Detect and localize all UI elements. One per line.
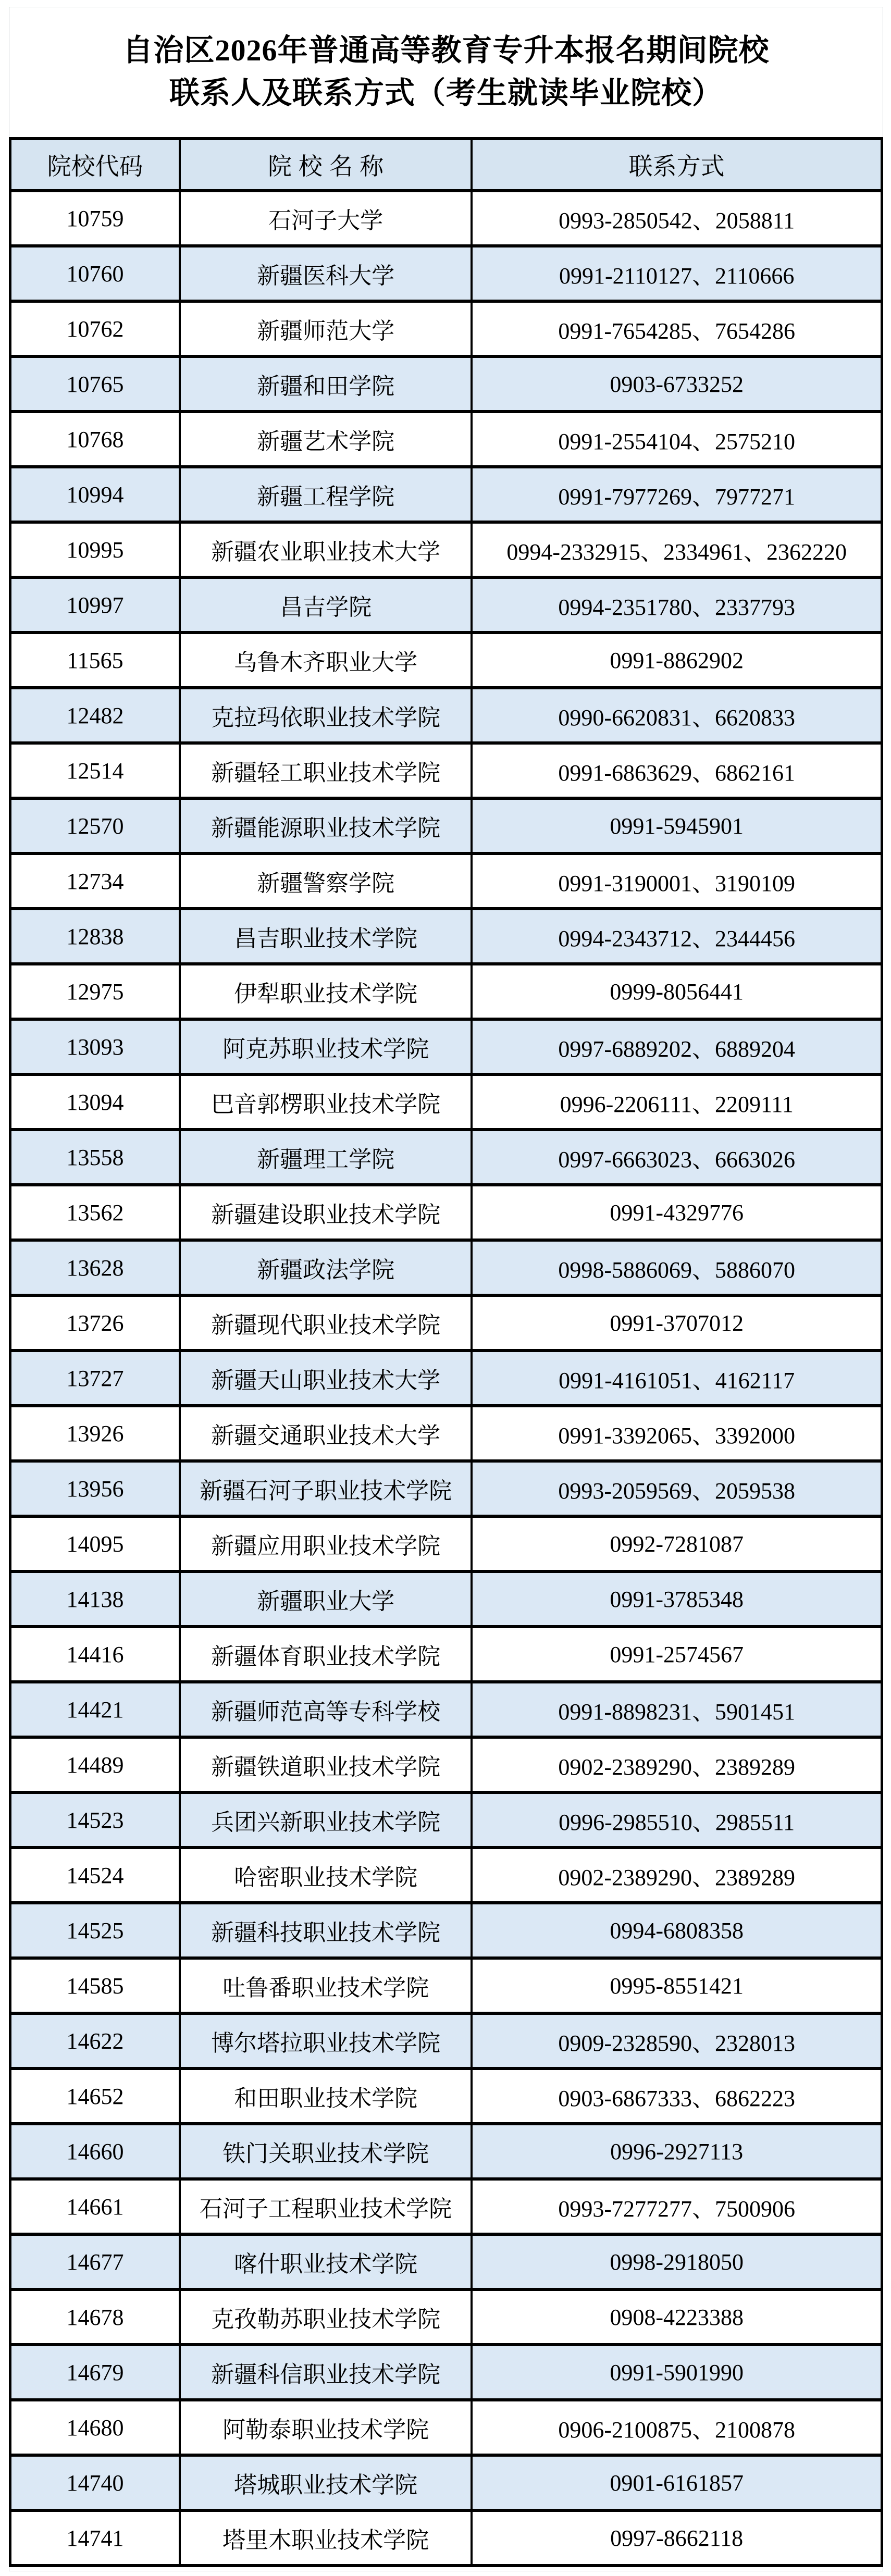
cell-contact-info: 0999-8056441: [472, 964, 882, 1019]
cell-college-code: 14661: [10, 2179, 180, 2234]
cell-college-code: 12975: [10, 964, 180, 1019]
table-row: [10, 412, 882, 467]
cell-college-code: 12514: [10, 743, 180, 798]
cell-college-code: 14680: [10, 2400, 180, 2455]
page-box: [9, 7, 883, 2571]
cell-college-name: 新疆和田学院: [180, 356, 472, 412]
cell-contact-info: 0994-6808358: [472, 1903, 882, 1958]
table-row: [10, 1074, 882, 1130]
cell-college-name: 新疆科信职业技术学院: [180, 2345, 472, 2400]
table-row: [10, 522, 882, 577]
cell-college-name: 博尔塔拉职业技术学院: [180, 2013, 472, 2069]
table-row: [10, 1958, 882, 2013]
cell-contact-info: 0991-5901990: [472, 2345, 882, 2400]
cell-college-code: 14524: [10, 1848, 180, 1903]
cell-college-code: 14489: [10, 1737, 180, 1792]
cell-college-name: 新疆农业职业技术大学: [180, 522, 472, 577]
cell-college-name: 新疆天山职业技术大学: [180, 1351, 472, 1406]
cell-college-code: 10994: [10, 467, 180, 522]
cell-college-code: 13726: [10, 1295, 180, 1351]
table-row: [10, 798, 882, 853]
table-row: [10, 2179, 882, 2234]
cell-college-name: 吐鲁番职业技术学院: [180, 1958, 472, 2013]
cell-college-code: 14678: [10, 2289, 180, 2345]
cell-college-code: 13093: [10, 1019, 180, 1074]
cell-college-code: 14585: [10, 1958, 180, 2013]
cell-college-name: 伊犁职业技术学院: [180, 964, 472, 1019]
table-row: [10, 2124, 882, 2179]
cell-college-name: 新疆现代职业技术学院: [180, 1295, 472, 1351]
cell-contact-info: 0992-7281087: [472, 1516, 882, 1571]
cell-college-code: 14416: [10, 1627, 180, 1682]
cell-college-code: 13628: [10, 1240, 180, 1295]
table-row: [10, 2510, 882, 2566]
cell-contact-info: 0990-6620831、6620833: [472, 688, 882, 743]
table-row: [10, 1571, 882, 1627]
cell-college-name: 和田职业技术学院: [180, 2069, 472, 2124]
cell-contact-info: 0998-2918050: [472, 2234, 882, 2289]
cell-college-name: 新疆能源职业技术学院: [180, 798, 472, 853]
cell-contact-info: 0994-2343712、2344456: [472, 909, 882, 964]
cell-college-name: 新疆警察学院: [180, 853, 472, 909]
cell-college-name: 新疆政法学院: [180, 1240, 472, 1295]
table-row: [10, 688, 882, 743]
cell-college-name: 哈密职业技术学院: [180, 1848, 472, 1903]
cell-contact-info: 0996-2985510、2985511: [472, 1792, 882, 1848]
cell-college-code: 14740: [10, 2455, 180, 2510]
cell-college-code: 10759: [10, 191, 180, 246]
cell-contact-info: 0991-8898231、5901451: [472, 1682, 882, 1737]
cell-contact-info: 0991-4161051、4162117: [472, 1351, 882, 1406]
cell-college-code: 13727: [10, 1351, 180, 1406]
table-header-row: [10, 139, 882, 191]
cell-college-code: 14095: [10, 1516, 180, 1571]
table-row: [10, 1848, 882, 1903]
cell-college-code: 10765: [10, 356, 180, 412]
cell-college-name: 新疆理工学院: [180, 1130, 472, 1185]
cell-college-name: 喀什职业技术学院: [180, 2234, 472, 2289]
table-row: [10, 2345, 882, 2400]
table-row: [10, 1792, 882, 1848]
cell-contact-info: 0991-7654285、7654286: [472, 301, 882, 356]
cell-college-name: 石河子大学: [180, 191, 472, 246]
cell-college-name: 巴音郭楞职业技术学院: [180, 1074, 472, 1130]
cell-contact-info: 0901-6161857: [472, 2455, 882, 2510]
cell-contact-info: 0902-2389290、2389289: [472, 1737, 882, 1792]
cell-contact-info: 0997-6889202、6889204: [472, 1019, 882, 1074]
cell-college-name: 昌吉学院: [180, 577, 472, 633]
header-cell-contact: 联系方式: [472, 139, 882, 191]
title-line-1: 自治区2026年普通高等教育专升本报名期间院校: [122, 33, 770, 67]
cell-college-name: 阿勒泰职业技术学院: [180, 2400, 472, 2455]
cell-college-code: 14622: [10, 2013, 180, 2069]
cell-college-name: 昌吉职业技术学院: [180, 909, 472, 964]
table-body: [10, 191, 882, 2566]
cell-contact-info: 0991-2574567: [472, 1627, 882, 1682]
page-title: [9, 7, 883, 137]
cell-contact-info: 0991-2554104、2575210: [472, 412, 882, 467]
cell-contact-info: 0997-8662118: [472, 2510, 882, 2566]
header-cell-code: 院校代码: [10, 139, 180, 191]
cell-college-name: 克拉玛依职业技术学院: [180, 688, 472, 743]
table-row: [10, 1737, 882, 1792]
cell-college-code: 13956: [10, 1461, 180, 1516]
cell-college-code: 14679: [10, 2345, 180, 2400]
cell-contact-info: 0996-2206111、2209111: [472, 1074, 882, 1130]
cell-contact-info: 0906-2100875、2100878: [472, 2400, 882, 2455]
table-row: [10, 633, 882, 688]
cell-college-name: 新疆医科大学: [180, 246, 472, 301]
cell-contact-info: 0991-3707012: [472, 1295, 882, 1351]
cell-contact-info: 0994-2332915、2334961、2362220: [472, 522, 882, 577]
table-row: [10, 853, 882, 909]
table-row: [10, 2013, 882, 2069]
cell-college-name: 新疆建设职业技术学院: [180, 1185, 472, 1240]
cell-college-code: 12482: [10, 688, 180, 743]
cell-contact-info: 0993-2059569、2059538: [472, 1461, 882, 1516]
table-row: [10, 2289, 882, 2345]
table-row: [10, 1130, 882, 1185]
cell-contact-info: 0996-2927113: [472, 2124, 882, 2179]
cell-college-name: 新疆体育职业技术学院: [180, 1627, 472, 1682]
colleges-table: [9, 137, 883, 2567]
cell-college-name: 塔城职业技术学院: [180, 2455, 472, 2510]
cell-college-code: 10997: [10, 577, 180, 633]
cell-contact-info: 0991-3785348: [472, 1571, 882, 1627]
cell-college-name: 新疆交通职业技术大学: [180, 1406, 472, 1461]
table-row: [10, 1351, 882, 1406]
cell-college-code: 13926: [10, 1406, 180, 1461]
cell-college-name: 克孜勒苏职业技术学院: [180, 2289, 472, 2345]
cell-contact-info: 0908-4223388: [472, 2289, 882, 2345]
cell-college-name: 阿克苏职业技术学院: [180, 1019, 472, 1074]
table-row: [10, 246, 882, 301]
cell-contact-info: 0902-2389290、2389289: [472, 1848, 882, 1903]
table-row: [10, 1019, 882, 1074]
table-row: [10, 1185, 882, 1240]
cell-college-name: 塔里木职业技术学院: [180, 2510, 472, 2566]
table-row: [10, 467, 882, 522]
cell-contact-info: 0994-2351780、2337793: [472, 577, 882, 633]
cell-college-code: 12570: [10, 798, 180, 853]
table-row: [10, 2069, 882, 2124]
table-row: [10, 356, 882, 412]
cell-college-name: 新疆师范高等专科学校: [180, 1682, 472, 1737]
table-row: [10, 577, 882, 633]
table-row: [10, 1903, 882, 1958]
cell-college-code: 12838: [10, 909, 180, 964]
table-row: [10, 909, 882, 964]
table-row: [10, 1240, 882, 1295]
cell-college-name: 乌鲁木齐职业大学: [180, 633, 472, 688]
table-row: [10, 1682, 882, 1737]
table-row: [10, 743, 882, 798]
cell-college-code: 14523: [10, 1792, 180, 1848]
table-row: [10, 1295, 882, 1351]
cell-contact-info: 0991-6863629、6862161: [472, 743, 882, 798]
cell-contact-info: 0993-2850542、2058811: [472, 191, 882, 246]
table-row: [10, 2455, 882, 2510]
cell-college-name: 新疆铁道职业技术学院: [180, 1737, 472, 1792]
cell-college-code: 10995: [10, 522, 180, 577]
cell-college-name: 新疆应用职业技术学院: [180, 1516, 472, 1571]
cell-college-name: 新疆石河子职业技术学院: [180, 1461, 472, 1516]
title-line-2: 联系人及联系方式（考生就读毕业院校）: [169, 76, 723, 110]
cell-contact-info: 0903-6733252: [472, 356, 882, 412]
table-row: [10, 964, 882, 1019]
cell-contact-info: 0998-5886069、5886070: [472, 1240, 882, 1295]
cell-contact-info: 0903-6867333、6862223: [472, 2069, 882, 2124]
cell-contact-info: 0991-7977269、7977271: [472, 467, 882, 522]
cell-contact-info: 0991-3392065、3392000: [472, 1406, 882, 1461]
cell-contact-info: 0991-4329776: [472, 1185, 882, 1240]
cell-college-code: 10762: [10, 301, 180, 356]
cell-college-name: 新疆科技职业技术学院: [180, 1903, 472, 1958]
cell-contact-info: 0991-5945901: [472, 798, 882, 853]
header-cell-name: 院 校 名 称: [180, 139, 472, 191]
cell-contact-info: 0909-2328590、2328013: [472, 2013, 882, 2069]
cell-college-code: 13094: [10, 1074, 180, 1130]
table-row: [10, 1461, 882, 1516]
cell-contact-info: 0991-8862902: [472, 633, 882, 688]
cell-college-code: 10768: [10, 412, 180, 467]
cell-college-name: 新疆工程学院: [180, 467, 472, 522]
cell-college-name: 铁门关职业技术学院: [180, 2124, 472, 2179]
cell-contact-info: 0995-8551421: [472, 1958, 882, 2013]
cell-college-code: 13558: [10, 1130, 180, 1185]
table-row: [10, 191, 882, 246]
cell-college-code: 14138: [10, 1571, 180, 1627]
cell-contact-info: 0991-3190001、3190109: [472, 853, 882, 909]
cell-college-code: 11565: [10, 633, 180, 688]
cell-contact-info: 0993-7277277、7500906: [472, 2179, 882, 2234]
cell-college-code: 12734: [10, 853, 180, 909]
cell-college-name: 新疆师范大学: [180, 301, 472, 356]
table-row: [10, 1516, 882, 1571]
cell-college-code: 10760: [10, 246, 180, 301]
table-row: [10, 301, 882, 356]
cell-college-name: 新疆艺术学院: [180, 412, 472, 467]
table-row: [10, 1627, 882, 1682]
cell-college-code: 14660: [10, 2124, 180, 2179]
cell-college-name: 新疆职业大学: [180, 1571, 472, 1627]
cell-college-name: 兵团兴新职业技术学院: [180, 1792, 472, 1848]
cell-college-name: 石河子工程职业技术学院: [180, 2179, 472, 2234]
table-row: [10, 2400, 882, 2455]
cell-college-code: 13562: [10, 1185, 180, 1240]
cell-college-code: 14741: [10, 2510, 180, 2566]
cell-contact-info: 0991-2110127、2110666: [472, 246, 882, 301]
cell-college-code: 14652: [10, 2069, 180, 2124]
cell-college-code: 14421: [10, 1682, 180, 1737]
table-row: [10, 1406, 882, 1461]
cell-contact-info: 0997-6663023、6663026: [472, 1130, 882, 1185]
cell-college-code: 14677: [10, 2234, 180, 2289]
table-row: [10, 2234, 882, 2289]
cell-college-name: 新疆轻工职业技术学院: [180, 743, 472, 798]
cell-college-code: 14525: [10, 1903, 180, 1958]
